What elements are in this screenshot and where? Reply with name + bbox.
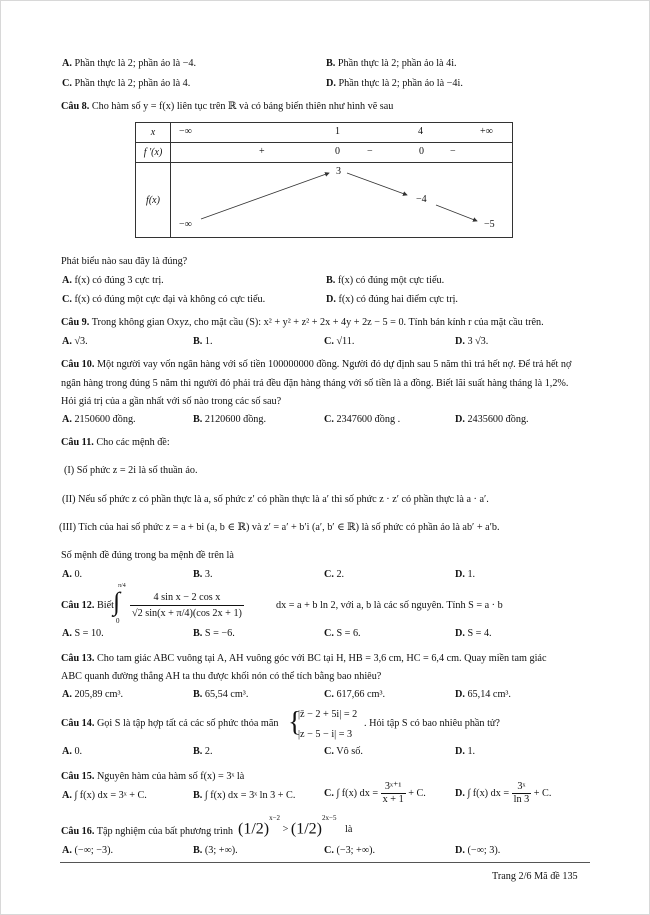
- vt-sign-plus: +: [259, 146, 265, 157]
- vt-f-label: f(x): [136, 163, 171, 238]
- q13-option-a: A. 205,89 cm³.: [62, 689, 124, 700]
- vt-fprime-label: f ′(x): [136, 143, 171, 163]
- vt-arrow-up: [201, 173, 329, 219]
- vt-sign-minus-2: −: [450, 146, 456, 157]
- q11-statement-1: (I) Số phức z = 2i là số thuần ảo.: [64, 465, 198, 476]
- q8-option-a: A. f(x) có đúng 3 cực trị.: [62, 275, 164, 286]
- q12-denominator: √2 sin(x + π/4)(cos 2x + 1): [132, 608, 242, 620]
- q12-tail: dx = a + b ln 2, với a, b là các số nguyên. Tính S = a · b: [276, 600, 503, 611]
- q11-statement-2: (II) Nếu số phức z có phần thực là a, số phức z′ có phần thực là a′ thì số phức z · z′ có phần thực là a · a′.: [62, 494, 489, 505]
- q14-eq-1: |z̄ − 2 + 5i| = 2: [298, 709, 358, 720]
- q16-lhs-exp: x−2: [269, 814, 281, 822]
- q16-rhs-exp: 2x−5: [322, 814, 337, 822]
- footer-divider: [60, 862, 590, 863]
- q12-integrand: [130, 593, 244, 619]
- q11-option-a: A. 0.: [62, 569, 83, 580]
- q8-question: Phát biểu nào sau đây là đúng?: [61, 256, 188, 267]
- vt-f-minus-4: −4: [416, 194, 427, 205]
- q14-lead: Câu 14. Gọi S là tập hợp tất cả các số phức thỏa mãn: [61, 718, 279, 729]
- q14-tail: . Hỏi tập S có bao nhiêu phần tử?: [364, 718, 500, 729]
- q8-option-b: B. f(x) có đúng một cực tiểu.: [326, 275, 445, 286]
- q14-option-d: D. 1.: [455, 746, 476, 757]
- q10-option-c: C. 2347600 đồng .: [324, 414, 401, 425]
- q10-option-a: A. 2150600 đồng.: [62, 414, 136, 425]
- q16-option-b: B. (3; +∞).: [193, 845, 238, 856]
- q9-option-c: C. √11.: [324, 336, 355, 347]
- q11-statement-3: (III) Tích của hai số phức z = a + bi (a, b ∈ ℝ) và z′ = a′ + b′i (a′, b′ ∈ ℝ) là số phức có phần ảo là ab′ + a′b.: [59, 522, 500, 533]
- vt-x-neg-inf: −∞: [179, 126, 192, 137]
- q14-brace: {: [288, 707, 302, 738]
- vt-arrow-down-1: [347, 173, 407, 195]
- q7-option-a: A. Phần thực là 2; phần ảo là −4.: [62, 58, 197, 69]
- q15-option-b: B. ∫ f(x) dx = 3ˣ ln 3 + C.: [193, 790, 296, 801]
- q15-c-denominator: x + 1: [382, 794, 404, 806]
- q16-lhs-base: (1/2): [238, 820, 270, 838]
- q11-question: Số mệnh đề đúng trong ba mệnh đề trên là: [61, 550, 234, 561]
- q12-fraction: [130, 593, 244, 619]
- q7-option-b: B. Phần thực là 2; phần ảo là 4i.: [326, 58, 457, 69]
- vt-x-label: x: [136, 123, 171, 143]
- q13-option-b: B. 65,54 cm³.: [193, 689, 249, 700]
- q10-option-d: D. 2435600 đồng.: [455, 414, 529, 425]
- q13-line-1: Câu 13. Cho tam giác ABC vuông tại A, AH vuông góc với BC tại H, HB = 3,6 cm, HC = 6,4 cm. Quay miền tam giác: [61, 653, 547, 664]
- q12-option-b: B. S = −6.: [193, 628, 235, 639]
- q16-inequality: [238, 814, 353, 839]
- q12-option-c: C. S = 6.: [324, 628, 361, 639]
- q12-lower-limit: 0: [116, 617, 120, 625]
- q13-option-c: C. 617,66 cm³.: [324, 689, 386, 700]
- q12-upper-limit: π/4: [118, 583, 126, 589]
- q8-stem: Câu 8. Cho hàm số y = f(x) liên tục trên ℝ và có bảng biến thiên như hình vẽ sau: [61, 101, 394, 112]
- q15-option-a: A. ∫ f(x) dx = 3ˣ + C.: [62, 790, 147, 801]
- vt-x-pos-inf: +∞: [480, 126, 493, 137]
- q16-lead: Câu 16. Tập nghiệm của bất phương trình: [61, 826, 234, 837]
- q16-option-c: C. (−3; +∞).: [324, 845, 376, 856]
- q16-option-a: A. (−∞; −3).: [62, 845, 114, 856]
- q15-option-d: D. ∫ f(x) dx = $\frac{\text{3ˣ}}{\ln 3}$ + C.: [455, 781, 552, 806]
- q15-option-c: C. ∫ f(x) dx = $\frac{\text{3ˣ⁺¹}}{x + 1}$ + C.: [324, 781, 426, 806]
- q9-option-d: D. 3 √3.: [455, 336, 489, 347]
- vt-x-1: 1: [335, 126, 340, 137]
- q9-option-a: A. √3.: [62, 336, 88, 347]
- q12-label: Câu 12. Biết: [61, 600, 114, 611]
- q10-line-2: ngân hàng trong đúng 5 năm thì người đó phải trả đều đặn hàng tháng với số tiền là a đồng. Biết lãi suất hàng tháng là 1,2%.: [61, 378, 569, 389]
- page-footer: Trang 2/6 Mã đề 135: [492, 871, 578, 882]
- q10-option-b: B. 2120600 đồng.: [193, 414, 267, 425]
- q16-tail: là: [345, 824, 353, 835]
- vt-sign-minus-1: −: [367, 146, 373, 157]
- vt-zero-1: 0: [335, 146, 340, 157]
- q11-option-d: D. 1.: [455, 569, 476, 580]
- vt-zero-2: 0: [419, 146, 424, 157]
- q13-line-2: ABC quanh đường thẳng AH ta thu được khối nón có thể tích bằng bao nhiêu?: [61, 671, 382, 682]
- q14-option-a: A. 0.: [62, 746, 83, 757]
- q10-line-1: Câu 10. Một người vay vốn ngân hàng với số tiền 100000000 đồng. Người đó dự định sau 5 năm thì trả hết nợ. Để trả hết nợ: [61, 359, 572, 370]
- q16-rhs-base: (1/2): [290, 820, 323, 838]
- q13-option-d: D. 65,14 cm³.: [455, 689, 511, 700]
- q8-option-d: D. f(x) có đúng hai điểm cực trị.: [326, 294, 458, 305]
- q7-option-c: C. Phần thực là 2; phần ảo là 4.: [62, 78, 191, 89]
- q9-option-b: B. 1.: [193, 336, 213, 347]
- q10-line-3: Hỏi giá trị của a gần nhất với số nào trong các số sau?: [61, 396, 282, 407]
- q15-c-numerator: 3ˣ⁺¹: [381, 782, 406, 794]
- q14-option-b: B. 2.: [193, 746, 213, 757]
- vt-x-4: 4: [418, 126, 423, 137]
- q12-integral-sign: ∫: [113, 587, 121, 616]
- vt-arrow-down-2: [436, 205, 477, 221]
- q16-option-d: D. (−∞; 3).: [455, 845, 501, 856]
- q12-numerator: 4 sin x − 2 cos x: [130, 593, 244, 606]
- q14-option-c: C. Vô số.: [324, 746, 363, 757]
- q11-option-c: C. 2.: [324, 569, 345, 580]
- vt-f-minus-5: −5: [484, 219, 495, 230]
- variation-table: [135, 122, 513, 238]
- q11-option-b: B. 3.: [193, 569, 213, 580]
- q12-option-a: A. S = 10.: [62, 628, 104, 639]
- q15-stem: Câu 15. Nguyên hàm của hàm số f(x) = 3ˣ là: [61, 771, 245, 782]
- vt-f-neg-inf: −∞: [179, 219, 192, 230]
- q8-option-c: C. f(x) có đúng một cực đại và không có cực tiểu.: [62, 294, 266, 305]
- q15-d-denominator: ln 3: [513, 794, 530, 806]
- q15-d-numerator: 3ˣ: [512, 782, 532, 794]
- vt-f-max-3: 3: [336, 166, 341, 177]
- q16-relation: >: [282, 824, 289, 835]
- q7-option-d: D. Phần thực là 2; phần ảo là −4i.: [326, 78, 463, 89]
- q14-eq-2: |z − 5 − i| = 3: [298, 729, 353, 740]
- q11-stem: Câu 11. Cho các mệnh đề:: [61, 437, 170, 448]
- q9-stem: Câu 9. Trong không gian Oxyz, cho mặt cầu (S): x² + y² + z² + 2x + 4y + 2z − 5 = 0. Tính bán kính r của mặt cầu trên.: [61, 317, 544, 328]
- vt-arrows: [171, 163, 513, 239]
- q12-option-d: D. S = 4.: [455, 628, 492, 639]
